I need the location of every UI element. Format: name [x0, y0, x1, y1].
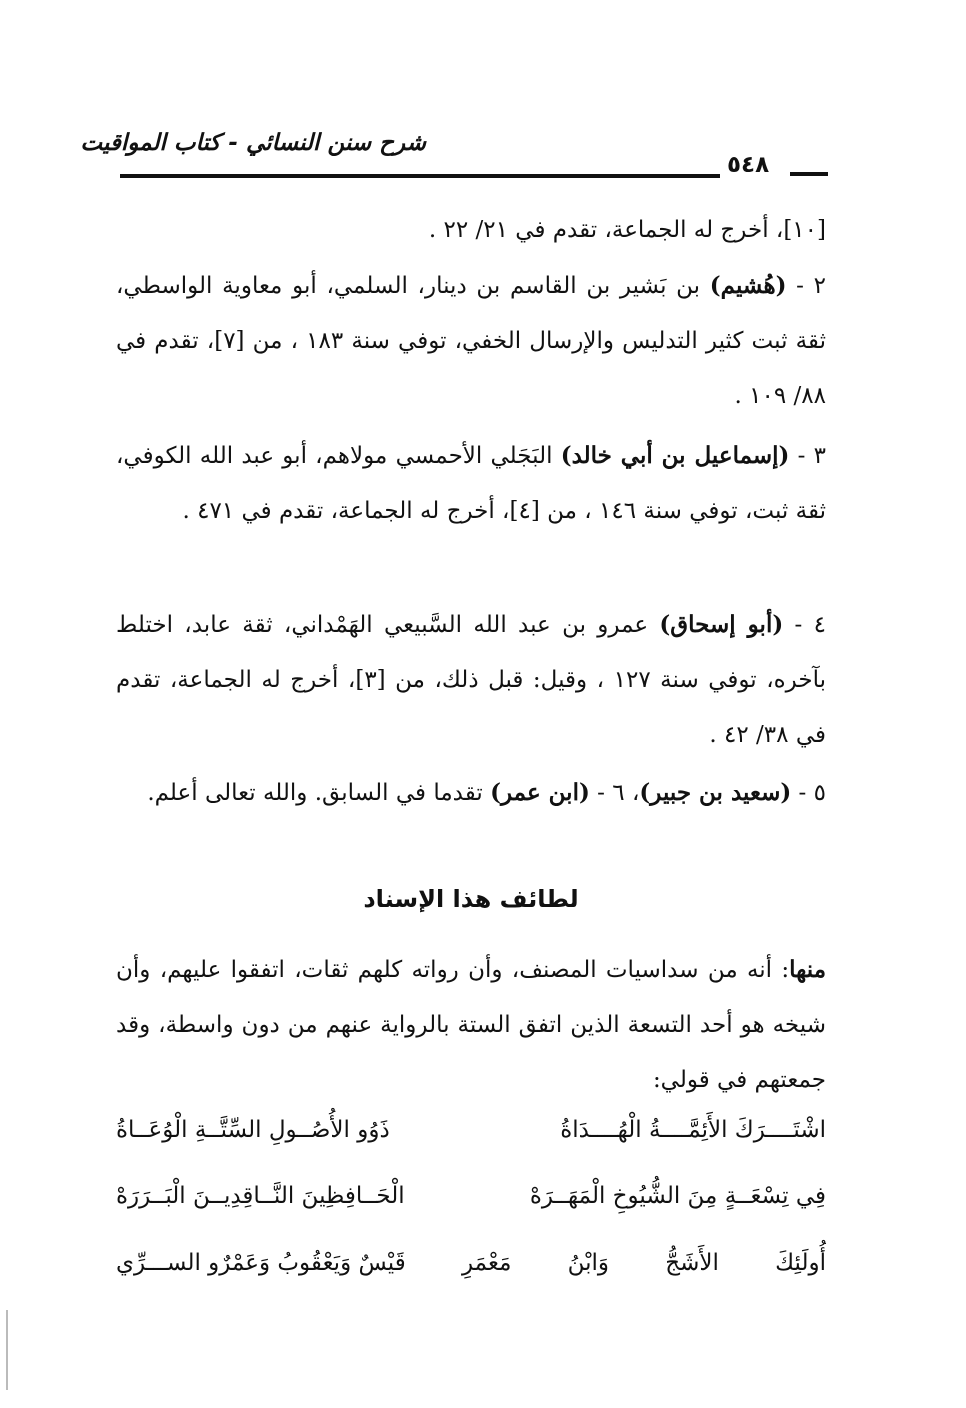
- narrator-name-ibn-umar: (ابن عمر): [490, 779, 590, 806]
- section-paragraph: [116, 942, 826, 1108]
- running-header-title: شرح سنن النسائي - كتاب المواقيت: [80, 130, 426, 156]
- verse-line-2: [116, 1183, 826, 1209]
- paragraph-5-text: تقدما في السابق. والله تعالى أعلم.: [147, 780, 491, 806]
- paragraph-2: [116, 258, 826, 424]
- narrator-name-hushaym: (هُشيم): [709, 272, 787, 299]
- section-heading: لطائف هذا الإسناد: [363, 885, 579, 913]
- verse-3-word-4: مَعْمَرِ: [461, 1250, 512, 1276]
- paragraph-5-number: ٥ -: [791, 780, 826, 806]
- narrator-name-ismail: (إسماعيل بن أبي خالد): [560, 442, 790, 469]
- paragraph-5-middle: ، ٦ -: [589, 780, 640, 806]
- paragraph-5: [116, 765, 826, 821]
- paragraph-4-text: عمرو بن عبد الله السَّبيعي الهَمْداني، ثقة عابد، اختلط بآخره، توفي سنة ١٢٧ ، وقيل: قبل ذلك، من [٣]، أخرج له الجماعة، تقدم في ٣٨/ ٤٢ .: [116, 612, 826, 748]
- paragraph-2-text: بن بَشير بن القاسم بن دينار، السلمي، أبو معاوية الواسطي، ثقة ثبت كثير التدليس والإرسال الخفي، توفي سنة ١٨٣ ، من [٧]، تقدم في ٨٨/ ١٠٩ .: [116, 273, 826, 409]
- verse-1-second-hemistich: ذَوُو الأُصُــولِ السِّتَّــةِ الْوُعَــاةُ: [116, 1117, 390, 1143]
- paragraph-1: [116, 203, 826, 258]
- narrator-name-abu-ishaq: (أبو إسحاق): [659, 611, 784, 638]
- section-lead: منها: [789, 956, 827, 983]
- paragraph-3-text: البَجَلي الأحمسي مولاهم، أبو عبد الله الكوفي، ثقة ثبت، توفي سنة ١٤٦ ، من [٤]، أخرج له الجماعة، تقدم في ٤٧١ .: [116, 443, 826, 524]
- paragraph-4-number: ٤ -: [783, 612, 826, 638]
- page-number-dash: [790, 172, 828, 176]
- paragraph-3-number: ٣ -: [789, 443, 827, 469]
- header-rule: [120, 174, 720, 178]
- scan-margin-line: [6, 1310, 8, 1390]
- verse-2-first-hemistich: فِي تِسْعَــةٍ مِنَ الشُّيُوخِ الْمَهَــرَهْ: [529, 1183, 826, 1209]
- verse-3-word-1: أُولَئِكَ: [775, 1250, 826, 1276]
- paragraph-2-number: ٢ -: [786, 273, 827, 299]
- verse-line-1: [116, 1117, 826, 1143]
- paragraph-3: [116, 428, 826, 539]
- verse-3-word-2: الأَشَجُّ: [665, 1250, 719, 1276]
- verse-1-first-hemistich: اشْتَــــرَكَ الأَئِمَّــــةُ الْهُــــدَاةُ: [560, 1117, 826, 1143]
- verse-2-second-hemistich: الْحَــافِظِينَ النَّــاقِدِيــنَ الْبَــرَرَهْ: [116, 1183, 405, 1209]
- verse-line-3: [116, 1250, 826, 1276]
- section-text: : أنه من سداسيات المصنف، وأن رواته كلهم ثقات، اتفقوا عليهم، وأن شيخه هو أحد التسعة الذين اتفق الستة بالرواية عنهم من دون واسطة، وقد جمعتهم في قولي:: [116, 957, 826, 1093]
- paragraph-1-text: [١٠]، أخرج له الجماعة، تقدم في ٢١/ ٢٢ .: [428, 217, 826, 243]
- narrator-name-said: (سعيد بن جبير): [639, 779, 792, 806]
- page-number: ٥٤٨: [727, 152, 770, 178]
- paragraph-4: [116, 597, 826, 763]
- verse-3-word-3: وَابْنُ: [567, 1250, 610, 1276]
- verse-3-second-hemistich: قَيْسٌ وَيَعْقُوبُ وَعَمْرٌو الســـرِّي: [116, 1250, 406, 1276]
